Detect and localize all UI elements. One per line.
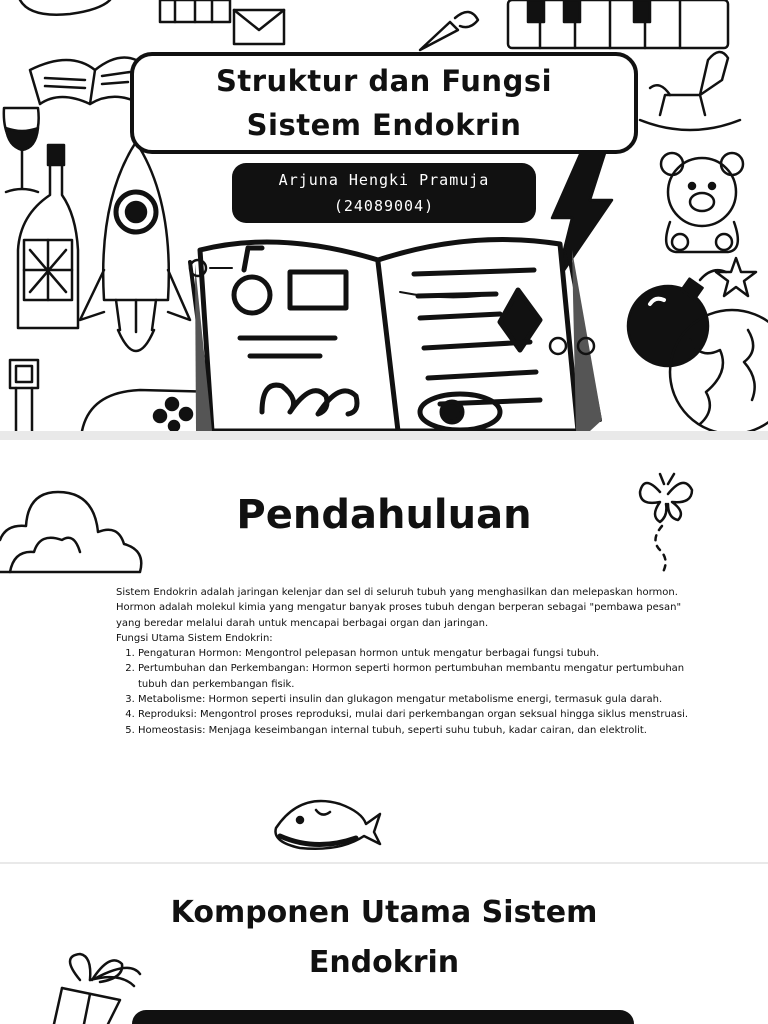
list-item: 1. Pengaturan Hormon: Mengontrol pelepasan hormon untuk mengatur berbagai fungsi tubuh.	[138, 646, 708, 661]
list-item: 4. Reproduksi: Mengontrol proses reproduksi, mulai dari perkembangan organ seksual hingga siklus menstruasi.	[138, 707, 708, 722]
piano-icon	[508, 0, 728, 48]
open-book-icon	[30, 58, 140, 105]
section-title: Pendahuluan	[236, 492, 532, 538]
author-name: Arjuna Hengki Pramuja	[278, 171, 490, 189]
envelope-icon	[234, 10, 284, 44]
bomb-icon	[628, 270, 726, 366]
section-title-line2: Endokrin	[308, 945, 460, 980]
rocking-horse-icon	[640, 52, 740, 130]
list-item: 2. Pertumbuhan dan Perkembangan: Hormon seperti hormon pertumbuhan membantu mengatur pertumbuhan tubuh dan perkembangan fisik.	[138, 661, 708, 692]
list-item: 5. Homeostasis: Menjaga keseimbangan internal tubuh, seperti suhu tubuh, kadar cairan, dan elektrolit.	[138, 723, 708, 738]
introduction-slide	[0, 440, 768, 862]
title-slide	[0, 0, 768, 431]
rocket-icon	[80, 142, 190, 351]
author-box	[232, 163, 536, 223]
fish-icon	[276, 801, 381, 849]
components-slide	[0, 864, 768, 1024]
presentation-title-box	[130, 52, 638, 154]
presentation-title: Struktur dan Fungsi Sistem Endokrin	[215, 64, 553, 142]
list-item: 3. Metabolisme: Hormon seperti insulin dan glukagon mengatur metabolisme energi, termasuk gula darah.	[138, 692, 708, 707]
wine-glass-icon	[4, 108, 39, 192]
functions-heading: Fungsi Utama Sistem Endokrin:	[116, 632, 273, 644]
bottle-icon	[18, 145, 78, 328]
section-title-line1: Komponen Utama Sistem	[170, 895, 598, 930]
notebook-illustration	[190, 240, 602, 431]
star-icon	[716, 258, 756, 296]
introduction-body	[116, 585, 708, 738]
functions-list	[116, 646, 708, 738]
author-id: (24089004)	[333, 197, 435, 215]
teddy-bear-icon	[661, 153, 743, 252]
carrot-icon	[420, 12, 478, 50]
content-box	[132, 1010, 634, 1024]
intro-paragraph: Sistem Endokrin adalah jaringan kelenjar dan sel di seluruh tubuh yang menghasilkan dan melepaskan hormon. Hormon adalah molekul kimia yang mengatur banyak proses tubuh dengan berperan sebagai "pembawa pesan" yang beredar melalui darah untuk mencapai berbagai organ dan jaringan.	[116, 587, 682, 629]
section-title	[0, 888, 768, 988]
wristwatch-icon	[10, 360, 38, 431]
